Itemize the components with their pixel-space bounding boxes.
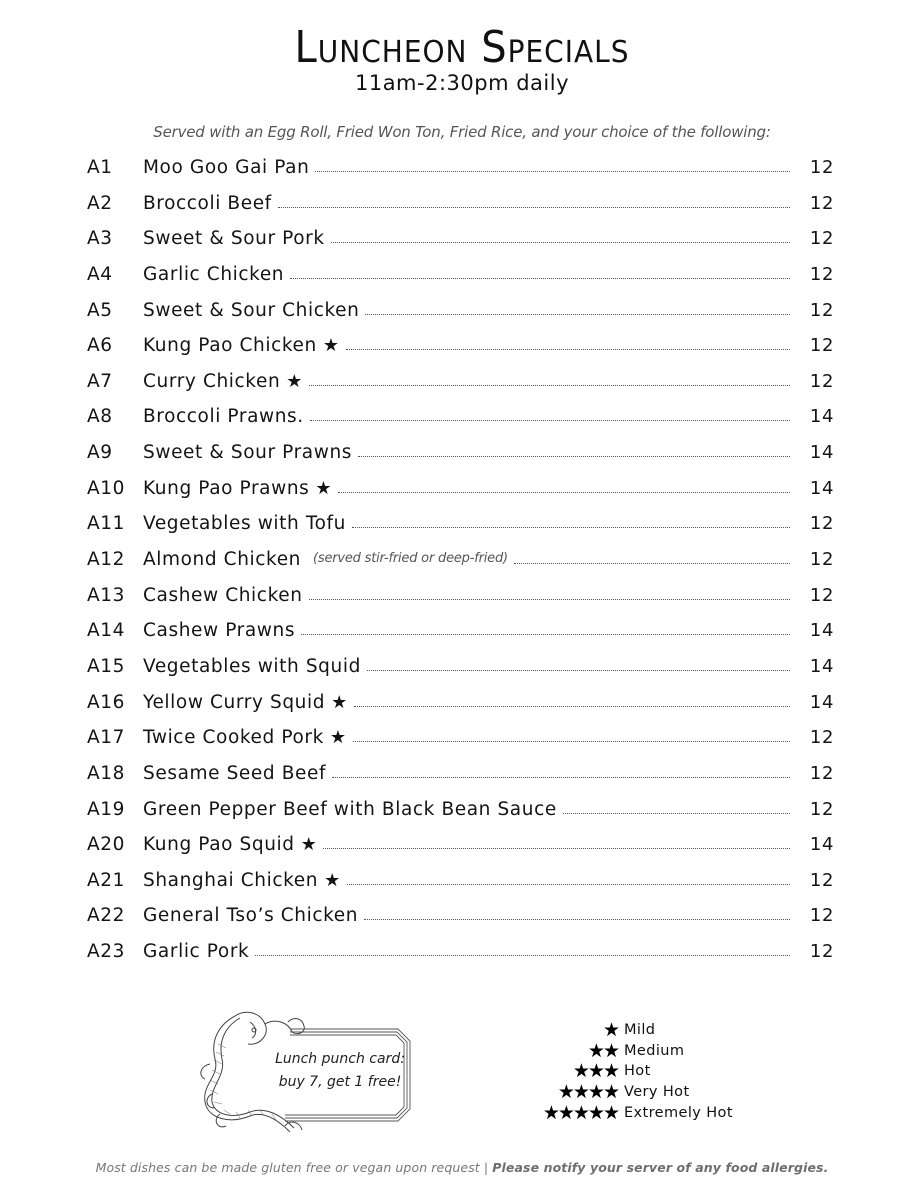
item-price: 12	[809, 727, 834, 749]
spice-stars-icon: ★	[602, 1019, 618, 1042]
spicy-star-icon: ★	[322, 335, 340, 357]
service-hours: 11am-2:30pm daily	[354, 71, 570, 95]
item-code: A12	[87, 549, 125, 571]
item-code: A19	[87, 798, 125, 820]
item-code: A21	[87, 869, 125, 891]
menu-item	[87, 934, 834, 970]
item-price: 14	[809, 406, 834, 428]
item-price: 12	[809, 192, 834, 214]
item-name: Cashew Prawns	[143, 620, 296, 642]
menu-item	[87, 542, 834, 578]
dot-leader	[364, 919, 790, 920]
item-code: A13	[87, 584, 125, 606]
menu-item	[87, 827, 834, 863]
menu-item	[87, 399, 834, 435]
page-title: Luncheon Specials	[294, 23, 630, 73]
menu-item	[87, 756, 834, 792]
menu-list	[87, 150, 834, 970]
menu-item	[87, 435, 834, 471]
item-name: Almond Chicken	[143, 549, 301, 571]
item-price: 14	[809, 691, 834, 713]
item-price: 14	[809, 477, 834, 499]
spice-level	[512, 1061, 772, 1082]
dot-leader	[514, 563, 790, 564]
item-price: 12	[809, 941, 834, 963]
menu-item	[87, 471, 834, 507]
spice-level	[512, 1102, 772, 1123]
dot-leader	[353, 741, 790, 742]
footer-note	[0, 1160, 924, 1175]
item-name: Green Pepper Beef with Black Bean Sauce	[143, 798, 557, 820]
spice-level-label: Extremely Hot	[624, 1104, 733, 1121]
punch-card-line-2: buy 7, get 1 free!	[278, 1074, 402, 1090]
item-price: 12	[809, 762, 834, 784]
item-code: A17	[87, 727, 125, 749]
item-code: A11	[87, 513, 125, 535]
menu-item	[87, 578, 834, 614]
spice-stars-icon: ★★	[587, 1039, 618, 1062]
item-code: A6	[87, 335, 113, 357]
dot-leader	[309, 599, 790, 600]
menu-item	[87, 364, 834, 400]
item-price: 14	[809, 442, 834, 464]
item-name: Twice Cooked Pork	[143, 727, 324, 749]
item-code: A3	[87, 228, 113, 250]
item-name: Broccoli Beef	[143, 192, 272, 214]
menu-item	[87, 506, 834, 542]
dot-leader	[338, 492, 790, 493]
item-code: A7	[87, 370, 113, 392]
item-name: Kung Pao Prawns	[143, 477, 310, 499]
item-code: A23	[87, 941, 125, 963]
item-code: A5	[87, 299, 113, 321]
item-price: 12	[809, 798, 834, 820]
item-price: 14	[809, 655, 834, 677]
spice-stars-icon: ★★★★	[557, 1081, 618, 1104]
dot-leader	[352, 527, 790, 528]
spicy-star-icon: ★	[331, 691, 348, 713]
dot-leader	[255, 955, 790, 956]
item-code: A8	[87, 406, 113, 428]
spicy-star-icon: ★	[315, 477, 333, 499]
dot-leader	[354, 706, 790, 707]
punch-card-text	[260, 1048, 420, 1094]
item-price: 14	[809, 620, 834, 642]
footer-dietary-note: Most dishes can be made gluten free or vegan upon request |	[95, 1160, 493, 1175]
item-code: A16	[87, 691, 125, 713]
item-name: Sweet & Sour Chicken	[143, 299, 360, 321]
item-name: Vegetables with Squid	[143, 655, 361, 677]
spicy-star-icon: ★	[300, 834, 318, 856]
item-code: A15	[87, 655, 125, 677]
item-price: 12	[809, 584, 834, 606]
menu-item	[87, 328, 834, 364]
menu-item	[87, 720, 834, 756]
item-price: 12	[809, 335, 834, 357]
spice-stars-icon: ★★★	[572, 1060, 618, 1083]
menu-item	[87, 685, 834, 721]
dot-leader	[290, 278, 790, 279]
dot-leader	[346, 349, 790, 350]
item-name: Garlic Chicken	[143, 263, 285, 285]
spice-level	[512, 1041, 772, 1062]
item-name: Kung Pao Chicken	[143, 335, 317, 357]
item-price: 12	[809, 370, 834, 392]
item-name: Garlic Pork	[143, 941, 250, 963]
item-code: A9	[87, 442, 113, 464]
spice-level-label: Hot	[624, 1063, 651, 1080]
menu-header	[0, 24, 924, 96]
item-name: Cashew Chicken	[143, 584, 303, 606]
dot-leader	[301, 634, 790, 635]
item-name: Moo Goo Gai Pan	[143, 157, 310, 178]
item-code: A14	[87, 620, 125, 642]
intro-text: Served with an Egg Roll, Fried Won Ton, Fried Rice, and your choice of the following:	[153, 123, 771, 141]
item-price: 12	[809, 549, 834, 571]
menu-item	[87, 150, 834, 186]
item-price: 12	[809, 263, 834, 285]
punch-card-line-1: Lunch punch card:	[275, 1051, 405, 1067]
item-note: (served stir-fried or deep-fried)	[313, 551, 508, 567]
item-price: 14	[809, 834, 834, 856]
item-price: 12	[809, 513, 834, 535]
item-code: A1	[87, 157, 113, 178]
dot-leader	[332, 777, 790, 778]
dot-leader	[365, 314, 790, 315]
item-name: Broccoli Prawns.	[143, 406, 304, 428]
menu-item	[87, 186, 834, 222]
item-price: 12	[809, 299, 834, 321]
dot-leader	[331, 242, 790, 243]
item-name: General Tso’s Chicken	[143, 905, 359, 927]
menu-item	[87, 898, 834, 934]
spicy-star-icon: ★	[329, 727, 347, 749]
item-code: A20	[87, 834, 125, 856]
item-name: Curry Chicken	[143, 370, 281, 392]
dot-leader	[309, 385, 790, 386]
item-name: Sesame Seed Beef	[143, 762, 327, 784]
item-name: Sweet & Sour Pork	[143, 228, 325, 250]
dot-leader	[323, 848, 790, 849]
spice-stars-icon: ★★★★★	[542, 1101, 618, 1124]
menu-item	[87, 613, 834, 649]
menu-item	[87, 293, 834, 329]
spice-level	[512, 1020, 772, 1041]
menu-item	[87, 649, 834, 685]
dot-leader	[315, 171, 790, 172]
menu-item	[87, 792, 834, 828]
menu-item	[87, 863, 834, 899]
spice-level-label: Mild	[624, 1022, 656, 1039]
item-code: A2	[87, 192, 113, 214]
dot-leader	[563, 813, 790, 814]
spice-level	[512, 1082, 772, 1103]
item-price: 12	[809, 157, 834, 178]
dot-leader	[278, 207, 790, 208]
item-name: Kung Pao Squid	[143, 834, 295, 856]
menu-item	[87, 221, 834, 257]
spice-legend	[512, 1020, 772, 1123]
item-name: Vegetables with Tofu	[143, 513, 346, 535]
spicy-star-icon: ★	[324, 869, 341, 891]
item-code: A4	[87, 263, 113, 285]
item-price: 12	[809, 869, 834, 891]
spicy-star-icon: ★	[286, 370, 304, 392]
dot-leader	[358, 456, 790, 457]
dot-leader	[367, 670, 790, 671]
item-price: 12	[809, 905, 834, 927]
spice-level-label: Medium	[624, 1042, 685, 1059]
item-price: 12	[809, 228, 834, 250]
punch-card	[190, 1004, 430, 1139]
footer-allergy-note: Please notify your server of any food allergies.	[492, 1160, 829, 1175]
dot-leader	[310, 420, 790, 421]
spice-level-label: Very Hot	[624, 1084, 690, 1101]
item-name: Shanghai Chicken	[143, 869, 319, 891]
menu-item	[87, 257, 834, 293]
item-name: Yellow Curry Squid	[143, 691, 326, 713]
item-code: A18	[87, 762, 125, 784]
item-name: Sweet & Sour Prawns	[143, 442, 353, 464]
dot-leader	[347, 884, 790, 885]
item-code: A22	[87, 905, 125, 927]
item-code: A10	[87, 477, 125, 499]
